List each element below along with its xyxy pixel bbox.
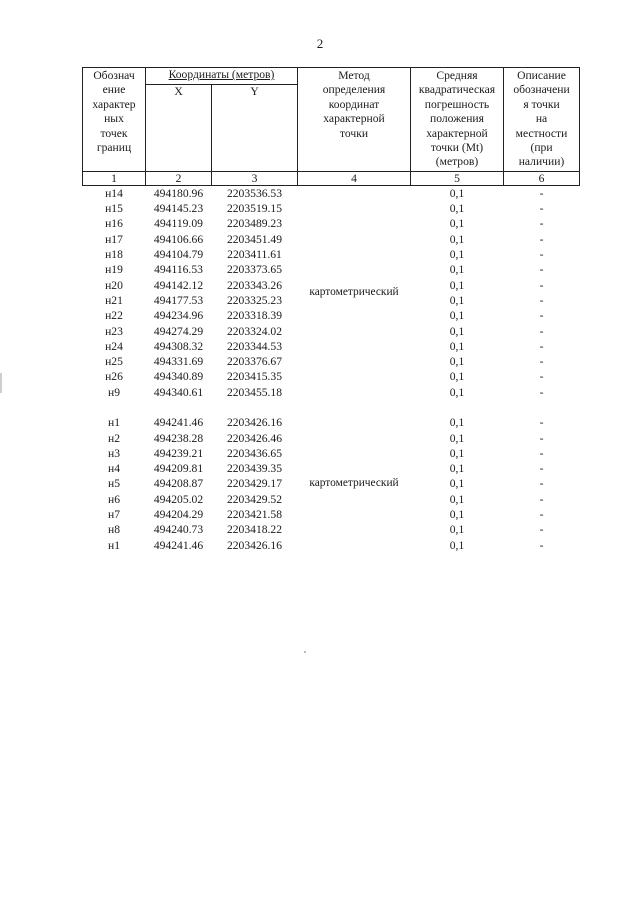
x-coordinate-cell: 494177.53 (153, 293, 204, 307)
error-cell: 0,1 (449, 232, 465, 246)
y-coordinate-cell: 2203429.17 (226, 477, 283, 491)
error-cell: 0,1 (449, 385, 465, 399)
y-coordinate-cell: 2203436.65 (226, 446, 283, 460)
x-coordinate-cell: 494308.32 (153, 339, 204, 353)
point-name-cell: н15 (105, 202, 123, 216)
description-cell: - (539, 309, 544, 323)
description-cell: - (539, 324, 544, 338)
error-cell: 0,1 (449, 217, 465, 231)
header-coordinates: Координаты (метров) (146, 68, 298, 85)
x-coordinate-cell: 494205.02 (153, 492, 204, 506)
x-coordinate-cell: 494116.53 (154, 263, 203, 277)
point-name-cell: н20 (105, 278, 123, 292)
table-header (83, 68, 580, 186)
x-coordinate-cell: 494274.29 (153, 324, 204, 338)
x-coordinate-cell: 494208.87 (153, 477, 204, 491)
error-cell: 0,1 (449, 248, 465, 262)
x-coordinate-cell: 494340.89 (153, 370, 204, 384)
y-coordinate-cell: 2203426.16 (226, 538, 283, 552)
description-cell: - (539, 355, 544, 369)
point-name-cell: н16 (105, 217, 123, 231)
point-name-cell: н8 (107, 523, 120, 537)
y-coordinate-cell: 2203489.23 (226, 217, 283, 231)
description-cell: - (539, 186, 544, 200)
point-name-cell: н7 (107, 508, 120, 522)
x-coordinate-cell: 494239.21 (153, 446, 204, 460)
error-cell: 0,1 (449, 416, 465, 430)
group-spacer (83, 400, 580, 415)
point-name-cell: н1 (107, 538, 120, 552)
y-coordinate-cell: 2203421.58 (226, 508, 283, 522)
column-number: 3 (212, 171, 298, 185)
error-cell: 0,1 (449, 508, 465, 522)
description-cell: - (539, 202, 544, 216)
error-cell: 0,1 (449, 370, 465, 384)
x-coordinate-cell: 494241.46 (153, 416, 204, 430)
description-cell: - (539, 431, 544, 445)
column-number: 1 (83, 171, 146, 185)
point-name-cell: н19 (105, 263, 123, 277)
y-coordinate-cell: 2203439.35 (226, 462, 283, 476)
point-name-cell: н22 (105, 309, 123, 323)
description-cell: - (539, 217, 544, 231)
description-cell: - (539, 492, 544, 506)
column-number: 5 (411, 171, 504, 185)
error-cell: 0,1 (449, 324, 465, 338)
header-method: Метод определения координат характерной точки (298, 68, 411, 172)
method-cell: картометрический (309, 286, 399, 299)
error-cell: 0,1 (449, 355, 465, 369)
column-number: 4 (298, 171, 411, 185)
point-name-cell: н9 (107, 385, 120, 399)
table-body (83, 185, 580, 553)
y-coordinate-cell: 2203426.46 (226, 431, 283, 445)
x-coordinate-cell: 494340.61 (153, 385, 204, 399)
point-name-cell: н18 (105, 248, 123, 262)
description-cell: - (539, 446, 544, 460)
point-name-cell: н23 (105, 324, 123, 338)
description-cell: - (539, 278, 544, 292)
point-name-cell: н1 (107, 416, 120, 430)
y-coordinate-cell: 2203318.39 (226, 309, 283, 323)
y-coordinate-cell: 2203455.18 (226, 385, 283, 399)
y-coordinate-cell: 2203536.53 (226, 186, 283, 200)
x-coordinate-cell: 494180.96 (153, 186, 204, 200)
header-designation: Обознач ение характер ных точек границ (83, 68, 146, 172)
y-coordinate-cell: 2203325.23 (226, 293, 283, 307)
point-name-cell: н14 (105, 186, 123, 200)
description-cell: - (539, 293, 544, 307)
error-cell: 0,1 (449, 523, 465, 537)
x-coordinate-cell: 494238.28 (153, 431, 204, 445)
error-cell: 0,1 (449, 293, 465, 307)
point-name-cell: н24 (105, 339, 123, 353)
x-coordinate-cell: 494331.69 (153, 355, 204, 369)
method-cell: картометрический (309, 477, 399, 490)
table-row (83, 415, 580, 430)
error-cell: 0,1 (449, 186, 465, 200)
x-coordinate-cell: 494145.23 (153, 202, 204, 216)
point-name-cell: н25 (105, 355, 123, 369)
point-name-cell: н17 (105, 232, 123, 246)
page-number: 2 (316, 36, 324, 51)
y-coordinate-cell: 2203429.52 (226, 492, 283, 506)
x-coordinate-cell: 494119.09 (154, 217, 203, 231)
point-name-cell: н3 (107, 446, 120, 460)
error-cell: 0,1 (449, 278, 465, 292)
error-cell: 0,1 (449, 339, 465, 353)
header-x: X (146, 84, 212, 171)
x-coordinate-cell: 494234.96 (153, 309, 204, 323)
description-cell: - (539, 508, 544, 522)
description-cell: - (539, 477, 544, 491)
column-number: 6 (504, 171, 580, 185)
x-coordinate-cell: 494104.79 (153, 248, 204, 262)
x-coordinate-cell: 494106.66 (153, 232, 204, 246)
scan-margin-mark (0, 373, 2, 393)
error-cell: 0,1 (449, 477, 465, 491)
error-cell: 0,1 (449, 202, 465, 216)
description-cell: - (539, 416, 544, 430)
x-coordinate-cell: 494209.81 (153, 462, 204, 476)
y-coordinate-cell: 2203426.16 (226, 416, 283, 430)
table-row (83, 185, 580, 201)
coordinates-table (82, 67, 580, 553)
y-coordinate-cell: 2203519.15 (226, 202, 283, 216)
description-cell: - (539, 462, 544, 476)
scan-speck (304, 651, 306, 653)
y-coordinate-cell: 2203343.26 (226, 278, 283, 292)
error-cell: 0,1 (449, 431, 465, 445)
y-coordinate-cell: 2203451.49 (226, 232, 283, 246)
point-name-cell: н2 (107, 431, 120, 445)
error-cell: 0,1 (449, 492, 465, 506)
header-error: Средняя квадратическая погрешность положения характерной точки (Mt) (метров) (411, 68, 504, 172)
x-coordinate-cell: 494240.73 (153, 523, 204, 537)
point-name-cell: н4 (107, 462, 120, 476)
description-cell: - (539, 523, 544, 537)
point-name-cell: н5 (107, 477, 120, 491)
y-coordinate-cell: 2203376.67 (226, 355, 283, 369)
header-y: Y (212, 84, 298, 171)
y-coordinate-cell: 2203324.02 (226, 324, 283, 338)
x-coordinate-cell: 494204.29 (153, 508, 204, 522)
description-cell: - (539, 370, 544, 384)
point-name-cell: н6 (107, 492, 120, 506)
column-number: 2 (146, 171, 212, 185)
description-cell: - (539, 385, 544, 399)
x-coordinate-cell: 494241.46 (153, 538, 204, 552)
error-cell: 0,1 (449, 462, 465, 476)
error-cell: 0,1 (449, 446, 465, 460)
description-cell: - (539, 248, 544, 262)
description-cell: - (539, 232, 544, 246)
error-cell: 0,1 (449, 538, 465, 552)
error-cell: 0,1 (449, 263, 465, 277)
y-coordinate-cell: 2203411.61 (227, 248, 282, 262)
description-cell: - (539, 339, 544, 353)
column-number-row (83, 171, 580, 185)
y-coordinate-cell: 2203415.35 (226, 370, 283, 384)
description-cell: - (539, 538, 544, 552)
y-coordinate-cell: 2203373.65 (226, 263, 283, 277)
y-coordinate-cell: 2203344.53 (226, 339, 283, 353)
y-coordinate-cell: 2203418.22 (226, 523, 283, 537)
header-description: Описание обозначени я точки на местности (при наличии) (504, 68, 580, 172)
error-cell: 0,1 (449, 309, 465, 323)
description-cell: - (539, 263, 544, 277)
point-name-cell: н26 (105, 370, 123, 384)
point-name-cell: н21 (105, 293, 123, 307)
x-coordinate-cell: 494142.12 (153, 278, 204, 292)
